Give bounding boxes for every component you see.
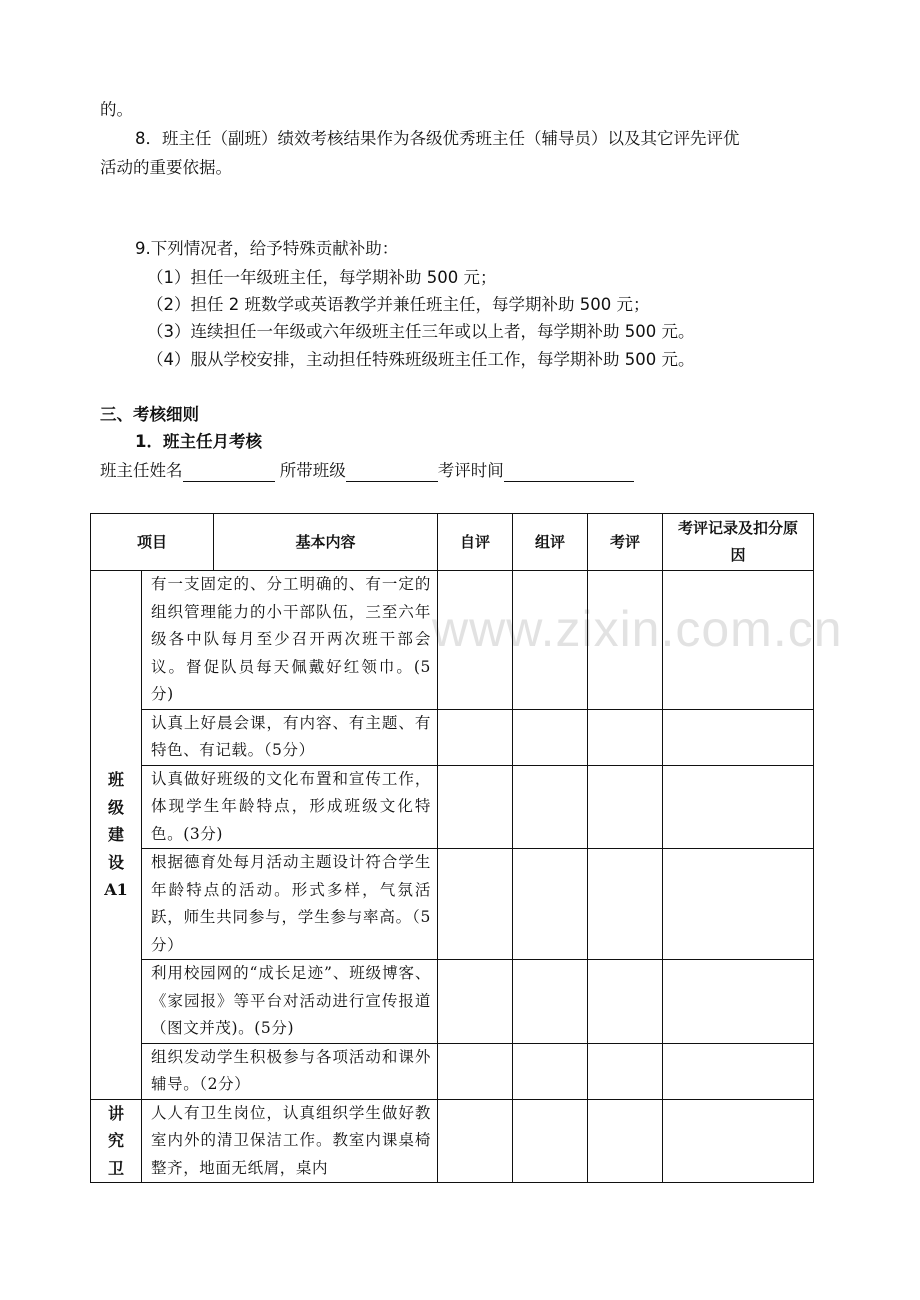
- group-score-cell[interactable]: [513, 849, 588, 960]
- form-name-blank: [183, 463, 275, 482]
- record-cell[interactable]: [663, 709, 814, 765]
- row-content: 人人有卫生岗位，认真组织学生做好教室内外的清卫保洁工作。教室内课桌椅整齐，地面无纸屑，桌内: [142, 1099, 438, 1183]
- record-cell[interactable]: [663, 1099, 814, 1183]
- self-score-cell[interactable]: [438, 765, 513, 849]
- header-eval: 考评: [588, 514, 663, 571]
- category-char: 建: [107, 825, 124, 844]
- category-char: 级: [107, 797, 124, 817]
- table-row: [91, 1099, 814, 1183]
- category-hygiene: [91, 1099, 142, 1183]
- row-content: 认真做好班级的文化布置和宣传工作，体现学生年龄特点，形成班级文化特色。(3分): [142, 765, 438, 849]
- watermark: www.zixin.com.cn: [432, 601, 843, 657]
- table-row: [91, 765, 814, 849]
- header-self: 自评: [438, 514, 513, 571]
- item9-subitem-3: （3）连续担任一年级或六年级班主任三年或以上者，每学期补助 500 元。: [147, 322, 695, 341]
- table-row: [91, 960, 814, 1044]
- row-content: 认真上好晨会课，有内容、有主题、有特色、有记载。（5分）: [142, 709, 438, 765]
- category-char: A1: [104, 880, 128, 899]
- row-content: 利用校园网的“成长足迹”、班级博客、《家园报》等平台对活动进行宣传报道（图文并茂)。(5分): [142, 960, 438, 1044]
- form-fields: [100, 460, 634, 482]
- row-content: 有一支固定的、分工明确的、有一定的组织管理能力的小干部队伍，三至六年级各中队每月至少召开两次班干部会议。督促队员每天佩戴好红领巾。(5分): [142, 571, 438, 710]
- item8-line1: 8．班主任（副班）绩效考核结果作为各级优秀班主任（辅导员）以及其它评先评优: [135, 129, 740, 148]
- table-header-row: [91, 514, 814, 571]
- item9-subitem-2: （2）担任 2 班数学或英语教学并兼任班主任，每学期补助 500 元；: [147, 295, 650, 314]
- row-content: 组织发动学生积极参与各项活动和课外辅导。（2分）: [142, 1043, 438, 1099]
- eval-score-cell[interactable]: [588, 960, 663, 1044]
- section3-heading: 三、考核细则: [100, 405, 199, 424]
- header-item: 项目: [91, 514, 214, 571]
- self-score-cell[interactable]: [438, 571, 513, 710]
- eval-score-cell[interactable]: [588, 1043, 663, 1099]
- self-score-cell[interactable]: [438, 849, 513, 960]
- header-group: 组评: [513, 514, 588, 571]
- category-char: 卫: [107, 1158, 124, 1178]
- item9-subitem-1: （1）担任一年级班主任，每学期补助 500 元；: [147, 268, 497, 287]
- table-row: [91, 1043, 814, 1099]
- self-score-cell[interactable]: [438, 960, 513, 1044]
- group-score-cell[interactable]: [513, 709, 588, 765]
- item9-subitem-4: （4）服从学校安排，主动担任特殊班级班主任工作，每学期补助 500 元。: [147, 350, 695, 369]
- self-score-cell[interactable]: [438, 709, 513, 765]
- category-char: 设: [107, 852, 124, 872]
- group-score-cell[interactable]: [513, 765, 588, 849]
- eval-score-cell[interactable]: [588, 765, 663, 849]
- record-cell[interactable]: [663, 765, 814, 849]
- group-score-cell[interactable]: [513, 571, 588, 710]
- form-class-label: 所带班级: [279, 461, 346, 480]
- category-char: 班: [107, 770, 124, 789]
- form-name-label: 班主任姓名: [100, 461, 183, 480]
- group-score-cell[interactable]: [513, 1099, 588, 1183]
- table-row: [91, 571, 814, 710]
- eval-score-cell[interactable]: [588, 571, 663, 710]
- item8-line2: 活动的重要依据。: [100, 158, 232, 177]
- header-record: 考评记录及扣分原因: [663, 514, 814, 571]
- record-cell[interactable]: [663, 849, 814, 960]
- form-class-blank: [346, 463, 438, 482]
- category-char: 讲: [107, 1103, 124, 1123]
- group-score-cell[interactable]: [513, 1043, 588, 1099]
- group-score-cell[interactable]: [513, 960, 588, 1044]
- section3-subheading: 1．班主任月考核: [135, 432, 262, 451]
- eval-score-cell[interactable]: [588, 709, 663, 765]
- eval-score-cell[interactable]: [588, 1099, 663, 1183]
- record-cell[interactable]: [663, 1043, 814, 1099]
- form-time-label: 考评时间: [437, 461, 504, 480]
- category-class-building: [91, 571, 142, 1100]
- record-cell[interactable]: [663, 960, 814, 1044]
- intro-line: 的。: [100, 100, 133, 119]
- self-score-cell[interactable]: [438, 1099, 513, 1183]
- item9-title: 9.下列情况者，给予特殊贡献补助：: [135, 239, 399, 258]
- form-time-blank: [504, 463, 634, 482]
- record-cell[interactable]: [663, 571, 814, 710]
- category-char: 究: [107, 1131, 124, 1150]
- assessment-table: [90, 513, 814, 1183]
- self-score-cell[interactable]: [438, 1043, 513, 1099]
- table-row: [91, 849, 814, 960]
- eval-score-cell[interactable]: [588, 849, 663, 960]
- header-content: 基本内容: [214, 514, 438, 571]
- table-row: [91, 709, 814, 765]
- row-content: 根据德育处每月活动主题设计符合学生年龄特点的活动。形式多样，气氛活跃，师生共同参与，学生参与率高。（5分）: [142, 849, 438, 960]
